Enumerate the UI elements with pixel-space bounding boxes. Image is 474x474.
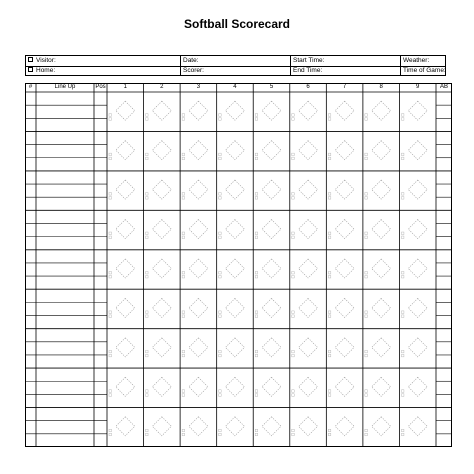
count-box — [292, 315, 295, 318]
count-box — [292, 114, 295, 117]
visitor-label: Visitor: — [36, 57, 56, 64]
count-box — [365, 394, 368, 397]
count-box — [182, 271, 185, 274]
count-box — [182, 350, 185, 353]
base-diamond-icon — [335, 101, 354, 120]
count-box — [401, 354, 404, 357]
count-box — [328, 236, 331, 239]
base-diamond-icon — [116, 298, 135, 317]
count-box — [182, 193, 185, 196]
base-diamond-icon — [372, 101, 391, 120]
base-diamond-icon — [262, 180, 281, 199]
base-diamond-icon — [299, 141, 318, 160]
header-inning-3: 3 — [196, 84, 201, 90]
header-inning-5: 5 — [269, 84, 274, 90]
count-box — [292, 236, 295, 239]
count-box — [219, 354, 222, 357]
count-box — [401, 271, 404, 274]
count-box — [401, 394, 404, 397]
count-box — [401, 193, 404, 196]
count-box — [109, 118, 112, 121]
base-diamond-icon — [262, 141, 281, 160]
base-diamond-icon — [225, 220, 244, 239]
count-box — [292, 390, 295, 393]
count-box — [219, 118, 222, 121]
base-diamond-icon — [299, 377, 318, 396]
count-box — [255, 354, 258, 357]
base-diamond-icon — [152, 220, 171, 239]
base-diamond-icon — [335, 417, 354, 436]
header-lineup: Line Up — [54, 84, 76, 90]
count-box — [328, 153, 331, 156]
count-box — [401, 315, 404, 318]
count-box — [292, 354, 295, 357]
base-diamond-icon — [335, 377, 354, 396]
count-box — [109, 236, 112, 239]
count-box — [328, 157, 331, 160]
count-box — [365, 354, 368, 357]
count-box — [401, 236, 404, 239]
base-diamond-icon — [299, 298, 318, 317]
count-box — [109, 354, 112, 357]
count-box — [109, 271, 112, 274]
base-diamond-icon — [152, 377, 171, 396]
count-box — [255, 275, 258, 278]
base-diamond-icon — [299, 180, 318, 199]
count-box — [365, 157, 368, 160]
start-time-label: Start Time: — [293, 57, 325, 64]
header-inning-8: 8 — [379, 84, 383, 90]
count-box — [219, 153, 222, 156]
base-diamond-icon — [225, 180, 244, 199]
count-box — [401, 433, 404, 436]
base-diamond-icon — [262, 101, 281, 120]
base-diamond-icon — [225, 338, 244, 357]
base-diamond-icon — [408, 417, 427, 436]
count-box — [146, 354, 149, 357]
count-box — [292, 118, 295, 121]
count-box — [219, 390, 222, 393]
count-box — [292, 311, 295, 314]
base-diamond-icon — [335, 298, 354, 317]
count-box — [328, 394, 331, 397]
base-diamond-icon — [116, 220, 135, 239]
base-diamond-icon — [116, 101, 135, 120]
count-box — [146, 193, 149, 196]
count-box — [146, 433, 149, 436]
count-box — [255, 311, 258, 314]
base-diamond-icon — [335, 259, 354, 278]
count-box — [219, 236, 222, 239]
count-box — [255, 114, 258, 117]
count-box — [292, 157, 295, 160]
base-diamond-icon — [189, 101, 208, 120]
count-box — [328, 315, 331, 318]
count-box — [328, 193, 331, 196]
base-diamond-icon — [408, 220, 427, 239]
count-box — [255, 232, 258, 235]
count-box — [365, 271, 368, 274]
count-box — [219, 350, 222, 353]
count-box — [255, 153, 258, 156]
base-diamond-icon — [372, 259, 391, 278]
base-diamond-icon — [299, 338, 318, 357]
base-diamond-icon — [408, 141, 427, 160]
count-box — [255, 315, 258, 318]
count-box — [292, 232, 295, 235]
count-box — [328, 275, 331, 278]
count-box — [401, 232, 404, 235]
header-inning-6: 6 — [306, 84, 310, 90]
weather-label: Weather: — [403, 57, 430, 64]
count-box — [182, 315, 185, 318]
base-diamond-icon — [372, 298, 391, 317]
count-box — [219, 275, 222, 278]
count-box — [328, 311, 331, 314]
count-box — [365, 118, 368, 121]
count-box — [255, 429, 258, 432]
scorer-label: Scorer: — [183, 67, 204, 74]
count-box — [365, 311, 368, 314]
count-box — [219, 232, 222, 235]
count-box — [292, 350, 295, 353]
count-box — [292, 275, 295, 278]
count-box — [401, 118, 404, 121]
count-box — [182, 394, 185, 397]
count-box — [146, 275, 149, 278]
base-diamond-icon — [262, 259, 281, 278]
count-box — [146, 157, 149, 160]
count-box — [328, 429, 331, 432]
count-box — [146, 390, 149, 393]
base-diamond-icon — [372, 417, 391, 436]
count-box — [401, 153, 404, 156]
count-box — [255, 118, 258, 121]
count-box — [328, 350, 331, 353]
count-box — [146, 153, 149, 156]
count-box — [109, 275, 112, 278]
count-box — [401, 311, 404, 314]
base-diamond-icon — [189, 220, 208, 239]
header-position: Pos — [95, 84, 106, 90]
count-box — [109, 429, 112, 432]
count-box — [182, 429, 185, 432]
count-box — [292, 193, 295, 196]
base-diamond-icon — [152, 259, 171, 278]
base-diamond-icon — [152, 141, 171, 160]
count-box — [401, 157, 404, 160]
base-diamond-icon — [116, 338, 135, 357]
count-box — [255, 157, 258, 160]
count-box — [146, 394, 149, 397]
count-box — [146, 311, 149, 314]
count-box — [328, 197, 331, 200]
count-box — [292, 429, 295, 432]
count-box — [109, 114, 112, 117]
count-box — [365, 197, 368, 200]
base-diamond-icon — [262, 417, 281, 436]
base-diamond-icon — [116, 141, 135, 160]
base-diamond-icon — [225, 259, 244, 278]
count-box — [219, 394, 222, 397]
home-label: Home: — [36, 67, 56, 74]
time-of-game-label: Time of Game: — [403, 67, 446, 74]
count-box — [292, 433, 295, 436]
count-box — [328, 354, 331, 357]
count-box — [182, 118, 185, 121]
base-diamond-icon — [189, 298, 208, 317]
count-box — [109, 350, 112, 353]
count-box — [328, 271, 331, 274]
base-diamond-icon — [262, 338, 281, 357]
count-box — [109, 232, 112, 235]
base-diamond-icon — [116, 377, 135, 396]
count-box — [219, 197, 222, 200]
count-box — [109, 153, 112, 156]
base-diamond-icon — [299, 417, 318, 436]
base-diamond-icon — [335, 338, 354, 357]
header-inning-1: 1 — [123, 84, 127, 90]
count-box — [365, 153, 368, 156]
count-box — [182, 236, 185, 239]
count-box — [109, 394, 112, 397]
count-box — [255, 350, 258, 353]
count-box — [109, 197, 112, 200]
count-box — [328, 232, 331, 235]
base-diamond-icon — [262, 298, 281, 317]
count-box — [365, 350, 368, 353]
base-diamond-icon — [225, 377, 244, 396]
count-box — [109, 390, 112, 393]
count-box — [401, 429, 404, 432]
count-box — [146, 315, 149, 318]
base-diamond-icon — [408, 101, 427, 120]
count-box — [219, 157, 222, 160]
count-box — [365, 315, 368, 318]
base-diamond-icon — [299, 259, 318, 278]
header-number: # — [28, 84, 33, 90]
base-diamond-icon — [225, 417, 244, 436]
page-title: Softball Scorecard — [183, 17, 291, 31]
count-box — [219, 193, 222, 196]
count-box — [182, 433, 185, 436]
count-box — [219, 433, 222, 436]
count-box — [365, 193, 368, 196]
count-box — [292, 394, 295, 397]
base-diamond-icon — [152, 180, 171, 199]
count-box — [328, 390, 331, 393]
base-diamond-icon — [189, 180, 208, 199]
count-box — [365, 114, 368, 117]
base-diamond-icon — [408, 338, 427, 357]
count-box — [328, 118, 331, 121]
date-label: Date: — [183, 57, 199, 64]
count-box — [365, 275, 368, 278]
count-box — [182, 275, 185, 278]
count-box — [146, 197, 149, 200]
count-box — [219, 271, 222, 274]
header-inning-7: 7 — [342, 84, 347, 90]
base-diamond-icon — [225, 298, 244, 317]
header-at-bats: AB — [439, 84, 448, 90]
count-box — [292, 153, 295, 156]
count-box — [109, 433, 112, 436]
count-box — [255, 193, 258, 196]
count-box — [255, 394, 258, 397]
count-box — [219, 311, 222, 314]
base-diamond-icon — [372, 141, 391, 160]
count-box — [255, 433, 258, 436]
base-diamond-icon — [372, 377, 391, 396]
end-time-label: End Time: — [293, 67, 323, 74]
base-diamond-icon — [225, 101, 244, 120]
base-diamond-icon — [262, 377, 281, 396]
base-diamond-icon — [335, 220, 354, 239]
header-inning-9: 9 — [416, 84, 420, 90]
count-box — [182, 157, 185, 160]
count-box — [182, 311, 185, 314]
count-box — [365, 390, 368, 393]
count-box — [219, 429, 222, 432]
count-box — [401, 390, 404, 393]
count-box — [401, 114, 404, 117]
count-box — [365, 429, 368, 432]
count-box — [146, 118, 149, 121]
count-box — [365, 232, 368, 235]
count-box — [182, 232, 185, 235]
count-box — [365, 433, 368, 436]
base-diamond-icon — [152, 101, 171, 120]
count-box — [182, 114, 185, 117]
header-inning-2: 2 — [160, 84, 164, 90]
count-box — [182, 153, 185, 156]
count-box — [255, 197, 258, 200]
count-box — [109, 315, 112, 318]
base-diamond-icon — [408, 377, 427, 396]
count-box — [292, 271, 295, 274]
count-box — [328, 433, 331, 436]
count-box — [109, 193, 112, 196]
base-diamond-icon — [116, 180, 135, 199]
base-diamond-icon — [408, 259, 427, 278]
count-box — [401, 350, 404, 353]
count-box — [401, 275, 404, 278]
count-box — [182, 390, 185, 393]
base-diamond-icon — [189, 259, 208, 278]
count-box — [182, 354, 185, 357]
base-diamond-icon — [189, 417, 208, 436]
count-box — [109, 157, 112, 160]
count-box — [328, 114, 331, 117]
base-diamond-icon — [335, 141, 354, 160]
count-box — [146, 232, 149, 235]
count-box — [146, 350, 149, 353]
count-box — [109, 311, 112, 314]
count-box — [182, 197, 185, 200]
count-box — [292, 197, 295, 200]
count-box — [219, 315, 222, 318]
base-diamond-icon — [335, 180, 354, 199]
count-box — [146, 271, 149, 274]
count-box — [365, 236, 368, 239]
count-box — [146, 236, 149, 239]
base-diamond-icon — [189, 377, 208, 396]
count-box — [219, 114, 222, 117]
count-box — [255, 236, 258, 239]
count-box — [401, 197, 404, 200]
header-inning-4: 4 — [233, 84, 237, 90]
base-diamond-icon — [152, 298, 171, 317]
base-diamond-icon — [152, 338, 171, 357]
base-diamond-icon — [189, 141, 208, 160]
base-diamond-icon — [299, 220, 318, 239]
base-diamond-icon — [299, 101, 318, 120]
base-diamond-icon — [372, 220, 391, 239]
base-diamond-icon — [408, 180, 427, 199]
base-diamond-icon — [225, 141, 244, 160]
count-box — [255, 390, 258, 393]
base-diamond-icon — [189, 338, 208, 357]
base-diamond-icon — [116, 417, 135, 436]
count-box — [146, 114, 149, 117]
base-diamond-icon — [372, 180, 391, 199]
base-diamond-icon — [152, 417, 171, 436]
count-box — [255, 271, 258, 274]
base-diamond-icon — [372, 338, 391, 357]
base-diamond-icon — [116, 259, 135, 278]
count-box — [146, 429, 149, 432]
base-diamond-icon — [408, 298, 427, 317]
base-diamond-icon — [262, 220, 281, 239]
